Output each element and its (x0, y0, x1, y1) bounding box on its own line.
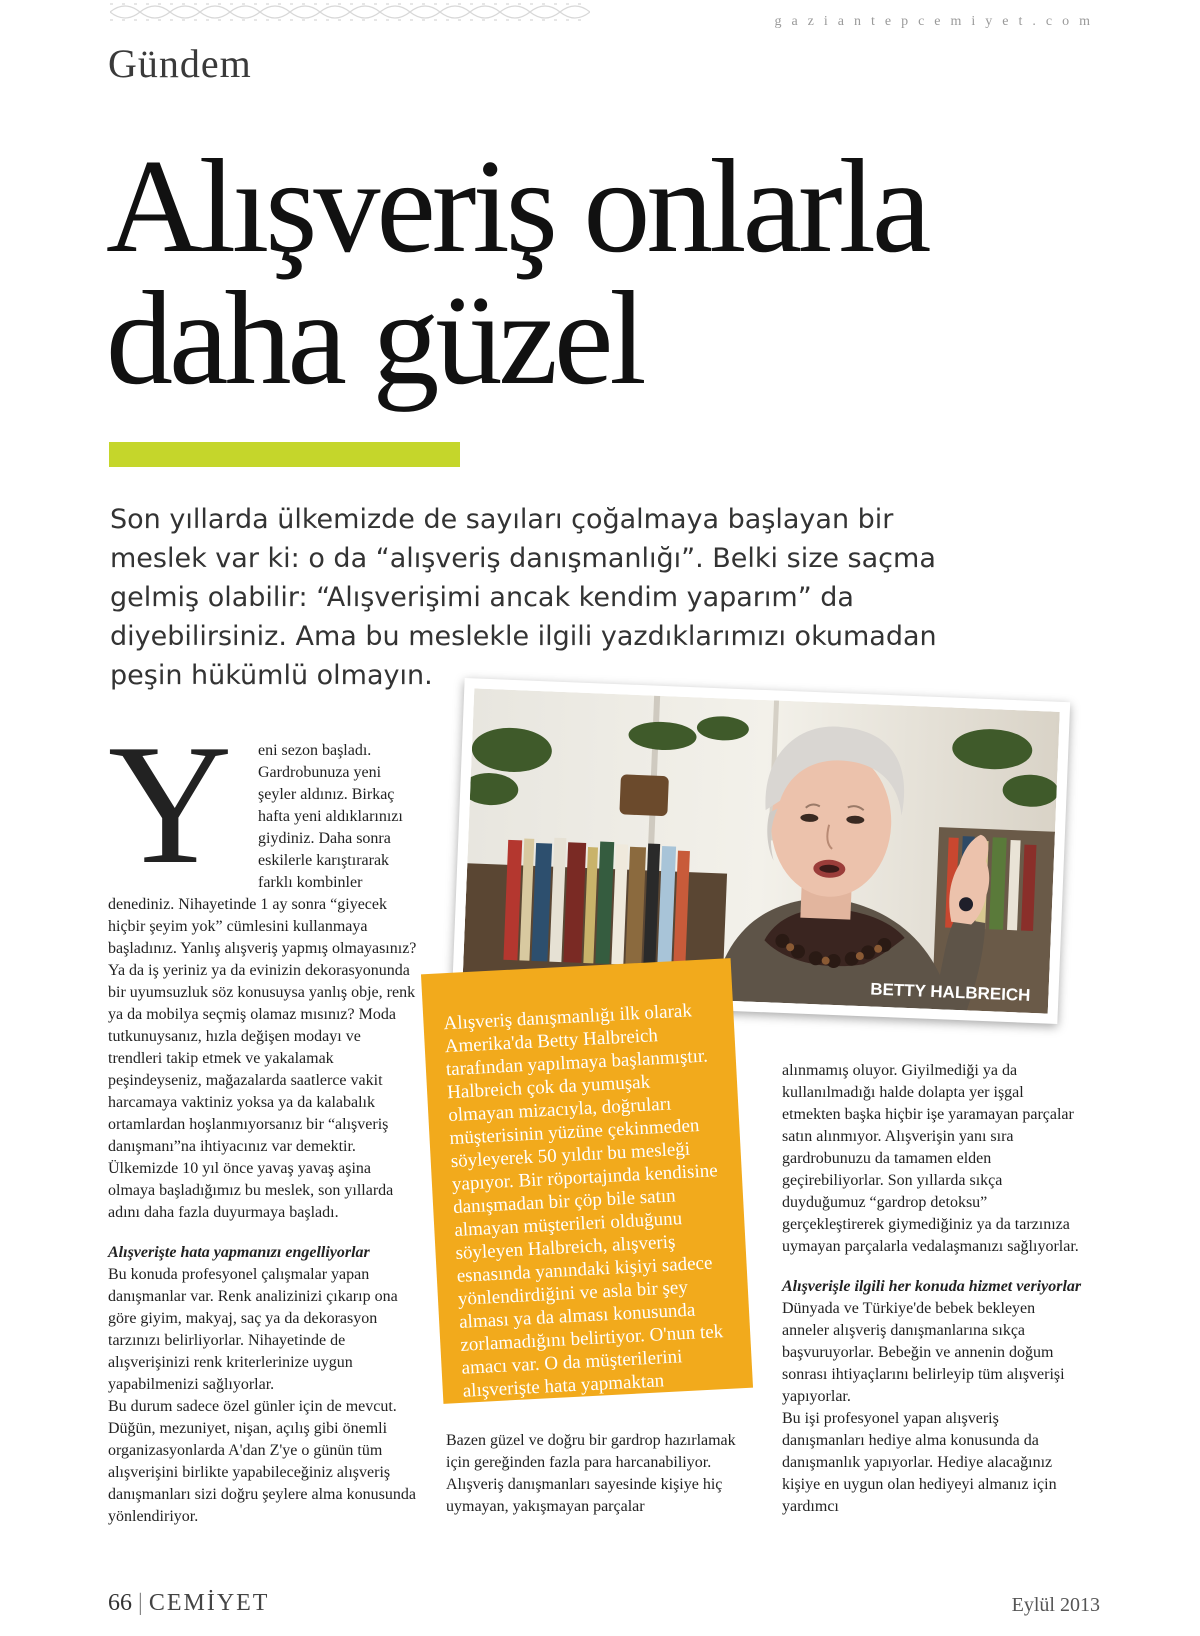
photo-image (462, 688, 1060, 1013)
column-3 (782, 1060, 1082, 1518)
article-headline (106, 132, 1086, 412)
article-lead: Son yıllarda ülkemizde de sayıları çoğalmaya başlayan bir meslek var ki: o da “alışveriş danışmanlığı”. Belki size saçma gelmiş olabilir: “Alışverişimi ancak kendim yaparım” da diyebilirsiniz. Ama bu meslekle ilgili yazdıklarımızı okumadan peşin hükümlü olmayın. (110, 504, 937, 691)
footer-left (108, 1590, 269, 1617)
header-ornament (110, 0, 590, 24)
body-paragraph-3: Bu durum sadece özel günler için de mevcut. Düğün, mezuniyet, nişan, açılış gibi önemli organizasyonlarda A'dan Z'ye o günün tüm alışverişini birlikte yapabileceğiniz alışveriş danışmanları sizi doğru şeylere alma konusunda yönlendiriyor. (108, 1398, 416, 1525)
magazine-name: CEMİYET (148, 1590, 270, 1616)
site-url[interactable]: gaziantepcemiyet.com (774, 14, 1100, 29)
column-2 (446, 1430, 736, 1518)
section-title: Gündem (108, 41, 252, 86)
body-paragraph-1: eni sezon başladı. Gardrobunuza yeni şeyler aldınız. Birkaç hafta yeni aldıklarınızı giydiniz. Daha sonra eskilerle karıştırarak farklı kombinler denediniz. Nihayetinde 1 ay sonra “giyecek hiçbir şeyim yok” cümlesini kullanmaya başladınız. Yanlış alışveriş yapmış olmayasınız? Ya da iş yeriniz ya da evinizin dekorasyonunda bir uyumsuzluk söz konusuysa yanlış obje, renk ya da mobilya seçmiş olamaz mısınız? Moda tutkunuysanız, hızla değişen modayı ve trendleri takip etmek ve yakalamak peşindeyseniz, mağazalarda saatlerce vakit harcamaya vaktiniz yoksa ya da kalabalık ortamlardan hoşlanmıyorsanız bir “alışveriş danışmanı”na ihtiyacınız var demektir. Ülkemizde 10 yıl önce yavaş yavaş aşina olmaya başladığımız bu meslek, son yıllarda adını daha fazla duyurmaya başladı. (108, 742, 417, 1221)
body-paragraph-5: alınmamış oluyor. Giyilmediği ya da kullanılmadığı halde dolapta yer işgal etmekten başka hiçbir işe yaramayan parçalar satın alınmıyor. Alışverişin yanı sıra gardrobunuzu da tamamen elden geçirebiliyorlar. Son yıllarda sıkça duyduğumuz “gardrop detoksu” gerçekleştirerek giymediğiniz ya da tarzınıza uymayan parçalarla vedalaşmanızı sağlıyorlar. (782, 1062, 1079, 1255)
body-paragraph-4: Bazen güzel ve doğru bir gardrop hazırlamak için gereğinden fazla para harcanabiliyor. Alışveriş danışmanları sayesinde kişiye hiç uymayan, yakışmayan parçalar (446, 1432, 736, 1515)
body-paragraph-2: Bu konuda profesyonel çalışmalar yapan danışmanlar var. Renk analizinizi çıkarıp ona göre giyim, makyaj, saç ya da dekorasyon tarzınızı belirliyorlar. Nihayetinde de alışverişinizi renk kriterlerinize uygun yapabilmenizi sağlıyorlar. (108, 1266, 398, 1393)
portrait-illustration (462, 688, 1060, 1013)
photo-caption: BETTY HALBREICH (869, 979, 1031, 1005)
headline-line-1: Alışveriş onlarla (106, 132, 928, 280)
footer-separator: | (138, 1590, 143, 1616)
accent-bar (109, 442, 460, 467)
sidebar-box (421, 958, 753, 1425)
sidebar-text: Alışveriş danışmanlığı ilk olarak Amerika'da Betty Halbreich tarafından yapılmaya başlanmıştır. Halbreich çok da yumuşak olmayan mizacıyla, doğruları müşterisinin yüzüne çekinmeden söyleyerek 50 yıldır bu mesleği yapıyor. Bir röportajında kendisine danışmadan bir çöp bile satın almayan müşterileri olduğunu söyleyen Halbreich, alışveriş esnasında yanındaki kişiyi sadece yönlendirdiğini ve asla bir şey alması ya da alması konusunda zorlamadığını belirtiyor. O'nun tek amacı var. O da müşterilerini alışverişte hata yapmaktan kurtarmak. (443, 1000, 724, 1425)
page-number: 66 (108, 1590, 132, 1616)
subheading-2: Alışverişle ilgili her konuda hizmet veriyorlar (782, 1278, 1082, 1295)
drop-cap: Y (108, 710, 233, 900)
subheading-1: Alışverişte hata yapmanızı engelliyorlar (108, 1244, 370, 1261)
issue-date: Eylül 2013 (1011, 1594, 1100, 1616)
body-paragraph-7: Bu işi profesyonel yapan alışveriş danışmanları hediye alma konusunda da danışmanlık yapıyorlar. Hediye alacağınız kişiye en uygun olan hediyeyi almanız için yardımcı (782, 1410, 1057, 1515)
column-1 (108, 710, 418, 1528)
body-paragraph-6: Dünyada ve Türkiye'de bebek bekleyen anneler alışveriş danışmanlarına sıkça başvuruyorlar. Bebeğin ve annenin doğum sonrası ihtiyaçlarını belirleyip tüm alışverişi yapıyorlar. (782, 1300, 1065, 1405)
headline-line-2: daha güzel (106, 264, 643, 412)
